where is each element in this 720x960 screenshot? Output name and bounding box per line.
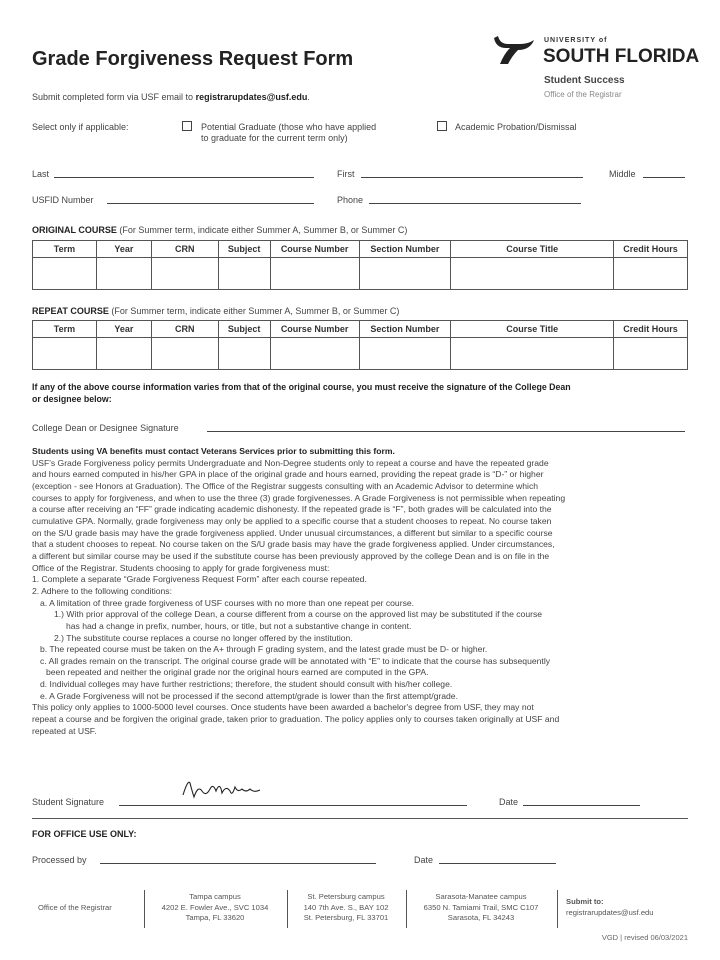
heading: REPEAT COURSE (32, 306, 109, 316)
column-header: Section Number (359, 321, 451, 338)
policy-condition: 1.) With prior approval of the college Dean, a course different from a course on the approved list may be substituted if the course (54, 609, 543, 620)
repeat-course-heading (32, 306, 399, 316)
probation-checkbox[interactable] (437, 121, 447, 131)
policy-condition: e. A Grade Forgiveness will not be processed if the second attempt/grade is lower than the first attempt/grade. (40, 690, 458, 701)
first-label: First (337, 169, 355, 179)
footer-submit (566, 897, 654, 918)
column-header: CRN (151, 241, 218, 258)
column-header: Year (96, 321, 151, 338)
middle-label: Middle (609, 169, 636, 179)
phone-field[interactable] (369, 203, 581, 204)
processed-by-field[interactable] (100, 863, 376, 864)
campus-address: 4202 E. Fowler Ave., SVC 1034 (161, 902, 269, 912)
table-cell-input[interactable] (451, 338, 614, 370)
logo-south-florida: SOUTH FLORIDA (543, 46, 700, 67)
policy-condition: been repeated and neither the original grade nor the original hours earned are computed in the GPA. (46, 667, 429, 678)
last-label: Last (32, 169, 50, 179)
campus-city: St. Petersburg, FL 33701 (303, 913, 389, 922)
last-name-field[interactable] (54, 177, 314, 178)
table-row (33, 338, 688, 370)
handwritten-signature (180, 777, 265, 803)
column-header: Term (33, 241, 97, 258)
policy-condition: has had a change in prefix, number, hours, or title, but not a substantive change in content. (66, 620, 412, 631)
campus-address: 6350 N. Tamiami Trail, SMC C107 (423, 902, 539, 912)
table-cell-input[interactable] (218, 258, 270, 290)
column-header: Subject (218, 241, 270, 258)
processed-by-label: Processed by (32, 855, 87, 865)
office-heading: FOR OFFICE USE ONLY: (32, 829, 137, 839)
policy-line: 2. Adhere to the following conditions: (32, 585, 172, 596)
table-cell-input[interactable] (151, 258, 218, 290)
campus-city: Tampa, FL 33620 (185, 913, 245, 922)
select-label: Select only if applicable: (32, 122, 129, 132)
policy-line: courses to apply for forgiveness, and when to use the three (3) grade forgivenesses. A Grade Forgiveness is not permissible when repeating (32, 492, 566, 503)
footer-tampa (144, 892, 286, 924)
heading: ORIGINAL COURSE (32, 225, 117, 235)
repeat-course-table (32, 320, 688, 370)
column-header: Course Number (270, 241, 359, 258)
campus-name: Tampa campus (189, 892, 241, 901)
notice-line: or designee below: (32, 394, 112, 404)
first-name-field[interactable] (361, 177, 583, 178)
table-header-row (33, 241, 688, 258)
note: (For Summer term, indicate either Summer A, Summer B, or Summer C) (116, 225, 408, 235)
policy-line: a different but similar course may be used if the substitute course has been previously approved by the college Dean and is on file in the (32, 550, 550, 561)
submit-label: Submit to: (566, 897, 604, 906)
divider (32, 818, 688, 819)
page-title: Grade Forgiveness Request Form (32, 48, 354, 70)
middle-name-field[interactable] (643, 177, 685, 178)
dean-signature-label: College Dean or Designee Signature (32, 423, 179, 433)
policy-condition: a. A limitation of three grade forgiveness of USF courses with no more than one repeat per course. (40, 597, 415, 608)
policy-line: 1. Complete a separate “Grade Forgiveness Request Form” after each course repeated. (32, 574, 367, 585)
table-cell-input[interactable] (96, 338, 151, 370)
column-header: Credit Hours (614, 241, 688, 258)
submit-instructions (32, 92, 310, 102)
footer-sarasota (406, 892, 556, 924)
bull-horns-icon (490, 34, 536, 68)
policy-line: USF's Grade Forgiveness policy permits Undergraduate and Non-Degree students only to repeat a course and have the repeated grade (32, 457, 549, 468)
policy-condition: 2.) The substitute course replaces a course no longer offered by the institution. (54, 632, 353, 643)
policy-line: Office of the Registrar. Students choosing to apply for grade forgiveness must: (32, 562, 330, 573)
table-cell-input[interactable] (270, 258, 359, 290)
office-date-field[interactable] (439, 863, 556, 864)
original-course-heading (32, 225, 407, 235)
policy-condition: b. The repeated course must be taken on the A+ through F grading system, and the latest grade must be D- or higher. (40, 644, 488, 655)
date-field[interactable] (523, 805, 640, 806)
office-date-label: Date (414, 855, 434, 865)
footer-stpete (287, 892, 405, 924)
campus-address: 140 7th Ave. S., BAY 102 (303, 902, 389, 912)
submit-email-footer[interactable]: registrarupdates@usf.edu (566, 907, 654, 917)
student-signature-field[interactable] (119, 805, 467, 806)
policy-condition: repeated at USF. (32, 725, 97, 736)
table-cell-input[interactable] (451, 258, 614, 290)
table-cell-input[interactable] (33, 258, 97, 290)
phone-label: Phone (337, 195, 364, 205)
column-header: Section Number (359, 241, 451, 258)
submit-email[interactable]: registrarupdates@usf.edu (195, 92, 308, 102)
column-header: Year (96, 241, 151, 258)
label-line: to graduate for the current term only) (201, 133, 348, 143)
usfid-field[interactable] (107, 203, 314, 204)
revision-info: VGD | revised 06/03/2021 (601, 933, 688, 942)
table-cell-input[interactable] (33, 338, 97, 370)
table-cell-input[interactable] (151, 338, 218, 370)
probation-label: Academic Probation/Dismissal (455, 122, 577, 132)
policy-condition: This policy only applies to 1000-5000 level courses. Once students have been awarded a bachelor's degree from USF, they may not (32, 702, 534, 713)
policy-condition: d. Individual colleges may have further restrictions; therefore, the student should consult with his/her college. (40, 679, 453, 690)
policy-line: on the S/U grade basis may have the grade forgiveness applied. Under unusual circumstances, a different but similar to a specific course (32, 527, 553, 538)
column-header: Course Title (451, 241, 614, 258)
va-notice: Students using VA benefits must contact Veterans Services prior to submitting this form. (32, 446, 395, 456)
table-header-row (33, 321, 688, 338)
footer-office: Office of the Registrar (38, 903, 112, 912)
logo-university: UNIVERSITY of (544, 37, 608, 44)
note: (For Summer term, indicate either Summer A, Summer B, or Summer C) (108, 306, 400, 316)
policy-line: a course after receiving an “FF” grade indicating academic dishonesty. If the repeated grade is “F”, both grades will be calculated into the (32, 504, 552, 515)
policy-line: and hours earned computed in his/her GPA in place of the original grade and hours earned, providing the repeat grade is “D-” or higher (32, 469, 544, 480)
table-row (33, 258, 688, 290)
table-cell-input[interactable] (270, 338, 359, 370)
label-line: Potential Graduate (those who have applied (201, 122, 377, 132)
student-signature-label: Student Signature (32, 797, 105, 807)
campus-city: Sarasota, FL 34243 (447, 913, 515, 922)
table-cell-input[interactable] (614, 338, 688, 370)
table-cell-input[interactable] (96, 258, 151, 290)
date-label: Date (499, 797, 519, 807)
divider (557, 890, 558, 928)
logo-office: Office of the Registrar (544, 90, 622, 99)
policy-line: cumulative GPA. Normally, grade forgiveness may only be applied to a specific course that a student chooses to repeat. No course taken (32, 515, 552, 526)
column-header: Subject (218, 321, 270, 338)
policy-line: that a student chooses to repeat. No course taken on the S/U grade basis may have the grade forgiveness applied. Under circumstances, (32, 539, 555, 550)
column-header: Course Title (451, 321, 614, 338)
table-cell-input[interactable] (218, 338, 270, 370)
logo-student-success: Student Success (544, 75, 625, 86)
dean-notice (32, 381, 571, 405)
potential-graduate-label (201, 122, 376, 144)
policy-line: (exception - see Honors at Graduation). The Office of the Registrar suggests consulting with an Academic Advisor to determine which (32, 480, 539, 491)
submit-suffix: . (307, 92, 310, 102)
table-cell-input[interactable] (359, 258, 451, 290)
column-header: CRN (151, 321, 218, 338)
usfid-label: USFID Number (32, 195, 94, 205)
notice-line: If any of the above course information varies from that of the original course, you must receive the signature of the College Dean (32, 382, 571, 392)
policy-condition: repeat a course and be forgiven the original grade, taken prior to graduation. The policy applies only to courses taken originally at USF and (32, 714, 560, 725)
dean-signature-field[interactable] (207, 431, 685, 432)
column-header: Course Number (270, 321, 359, 338)
policy-text (32, 446, 565, 737)
submit-text: Submit completed form via USF email to (32, 92, 196, 102)
table-cell-input[interactable] (614, 258, 688, 290)
potential-graduate-checkbox[interactable] (182, 121, 192, 131)
column-header: Credit Hours (614, 321, 688, 338)
original-course-table (32, 240, 688, 290)
campus-name: Sarasota-Manatee campus (435, 892, 527, 901)
campus-name: St. Petersburg campus (307, 892, 385, 901)
table-cell-input[interactable] (359, 338, 451, 370)
policy-condition: c. All grades remain on the transcript. The original course grade will be annotated with “E” to indicate that the course has subsequently (40, 655, 551, 666)
column-header: Term (33, 321, 97, 338)
